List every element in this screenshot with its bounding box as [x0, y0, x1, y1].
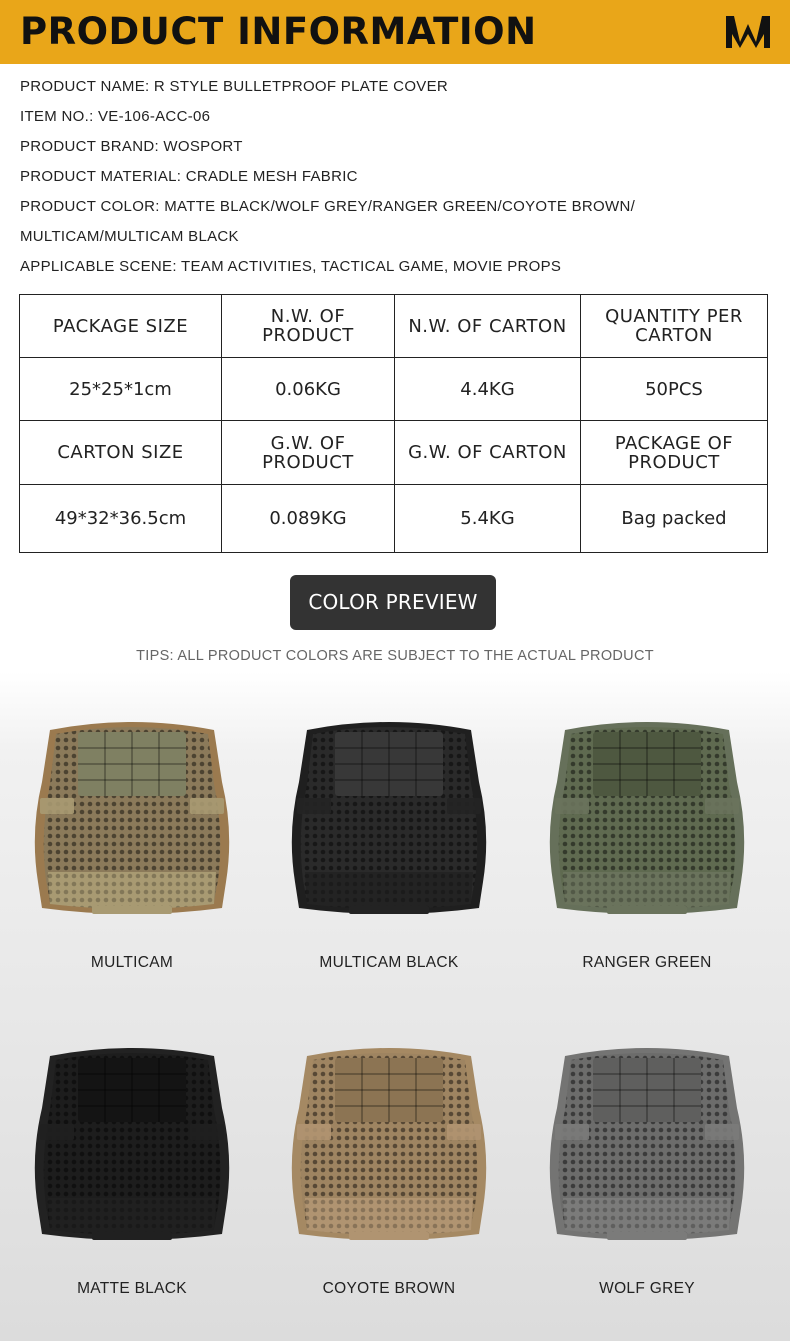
- spec-table: [19, 294, 768, 553]
- table-cell: 0.06KG: [222, 358, 395, 421]
- page-title: PRODUCT INFORMATION: [20, 10, 537, 53]
- plate-cover-image: [22, 712, 242, 932]
- color-card[interactable]: [537, 1038, 757, 1297]
- info-item-no: ITEM NO.: VE-106-ACC-06: [20, 108, 211, 125]
- table-header-cell: N.W. OF CARTON: [395, 295, 581, 358]
- color-label: MULTICAM: [90, 954, 174, 971]
- tips-text: TIPS: ALL PRODUCT COLORS ARE SUBJECT TO THE ACTUAL PRODUCT: [136, 648, 654, 664]
- color-card[interactable]: [279, 712, 499, 971]
- table-header-cell: PACKAGE SIZE: [20, 295, 222, 358]
- plate-cover-image: [279, 1038, 499, 1258]
- color-label: MULTICAM BLACK: [319, 954, 459, 971]
- color-label: RANGER GREEN: [582, 954, 712, 971]
- plate-cover-image: [22, 1038, 242, 1258]
- color-label: MATTE BLACK: [77, 1280, 187, 1297]
- table-header-cell: G.W. OF PRODUCT: [222, 421, 395, 485]
- color-label: COYOTE BROWN: [322, 1280, 456, 1297]
- table-header-row: [20, 421, 768, 485]
- info-product-name: PRODUCT NAME: R STYLE BULLETPROOF PLATE COVER: [20, 78, 449, 95]
- color-card[interactable]: [537, 712, 757, 971]
- table-header-cell: QUANTITY PER CARTON: [581, 295, 768, 358]
- info-brand: PRODUCT BRAND: WOSPORT: [20, 138, 243, 155]
- color-preview-button[interactable]: COLOR PREVIEW: [290, 575, 496, 630]
- table-cell: 50PCS: [581, 358, 768, 421]
- table-cell: Bag packed: [581, 485, 768, 553]
- color-card[interactable]: [22, 712, 242, 971]
- plate-cover-image: [537, 712, 757, 932]
- color-label: WOLF GREY: [599, 1280, 695, 1297]
- table-cell: 0.089KG: [222, 485, 395, 553]
- product-info: [20, 72, 780, 282]
- plate-cover-image: [279, 712, 499, 932]
- color-card[interactable]: [279, 1038, 499, 1297]
- info-material: PRODUCT MATERIAL: CRADLE MESH FABRIC: [20, 168, 358, 185]
- table-header-cell: N.W. OF PRODUCT: [222, 295, 395, 358]
- header-banner: [0, 0, 790, 64]
- table-header-cell: CARTON SIZE: [20, 421, 222, 485]
- table-cell: 4.4KG: [395, 358, 581, 421]
- plate-cover-image: [537, 1038, 757, 1258]
- table-row: [20, 358, 768, 421]
- table-cell: 5.4KG: [395, 485, 581, 553]
- table-cell: 49*32*36.5cm: [20, 485, 222, 553]
- table-header-cell: PACKAGE OF PRODUCT: [581, 421, 768, 485]
- info-color-continued: MULTICAM/MULTICAM BLACK: [20, 228, 239, 245]
- color-gallery: [0, 672, 790, 1341]
- table-cell: 25*25*1cm: [20, 358, 222, 421]
- info-color: PRODUCT COLOR: MATTE BLACK/WOLF GREY/RANGER GREEN/COYOTE BROWN/: [20, 198, 636, 215]
- table-header-cell: G.W. OF CARTON: [395, 421, 581, 485]
- color-card[interactable]: [22, 1038, 242, 1297]
- wosport-w-logo-icon: [724, 12, 772, 52]
- table-header-row: [20, 295, 768, 358]
- info-scene: APPLICABLE SCENE: TEAM ACTIVITIES, TACTICAL GAME, MOVIE PROPS: [20, 258, 562, 275]
- table-row: [20, 485, 768, 553]
